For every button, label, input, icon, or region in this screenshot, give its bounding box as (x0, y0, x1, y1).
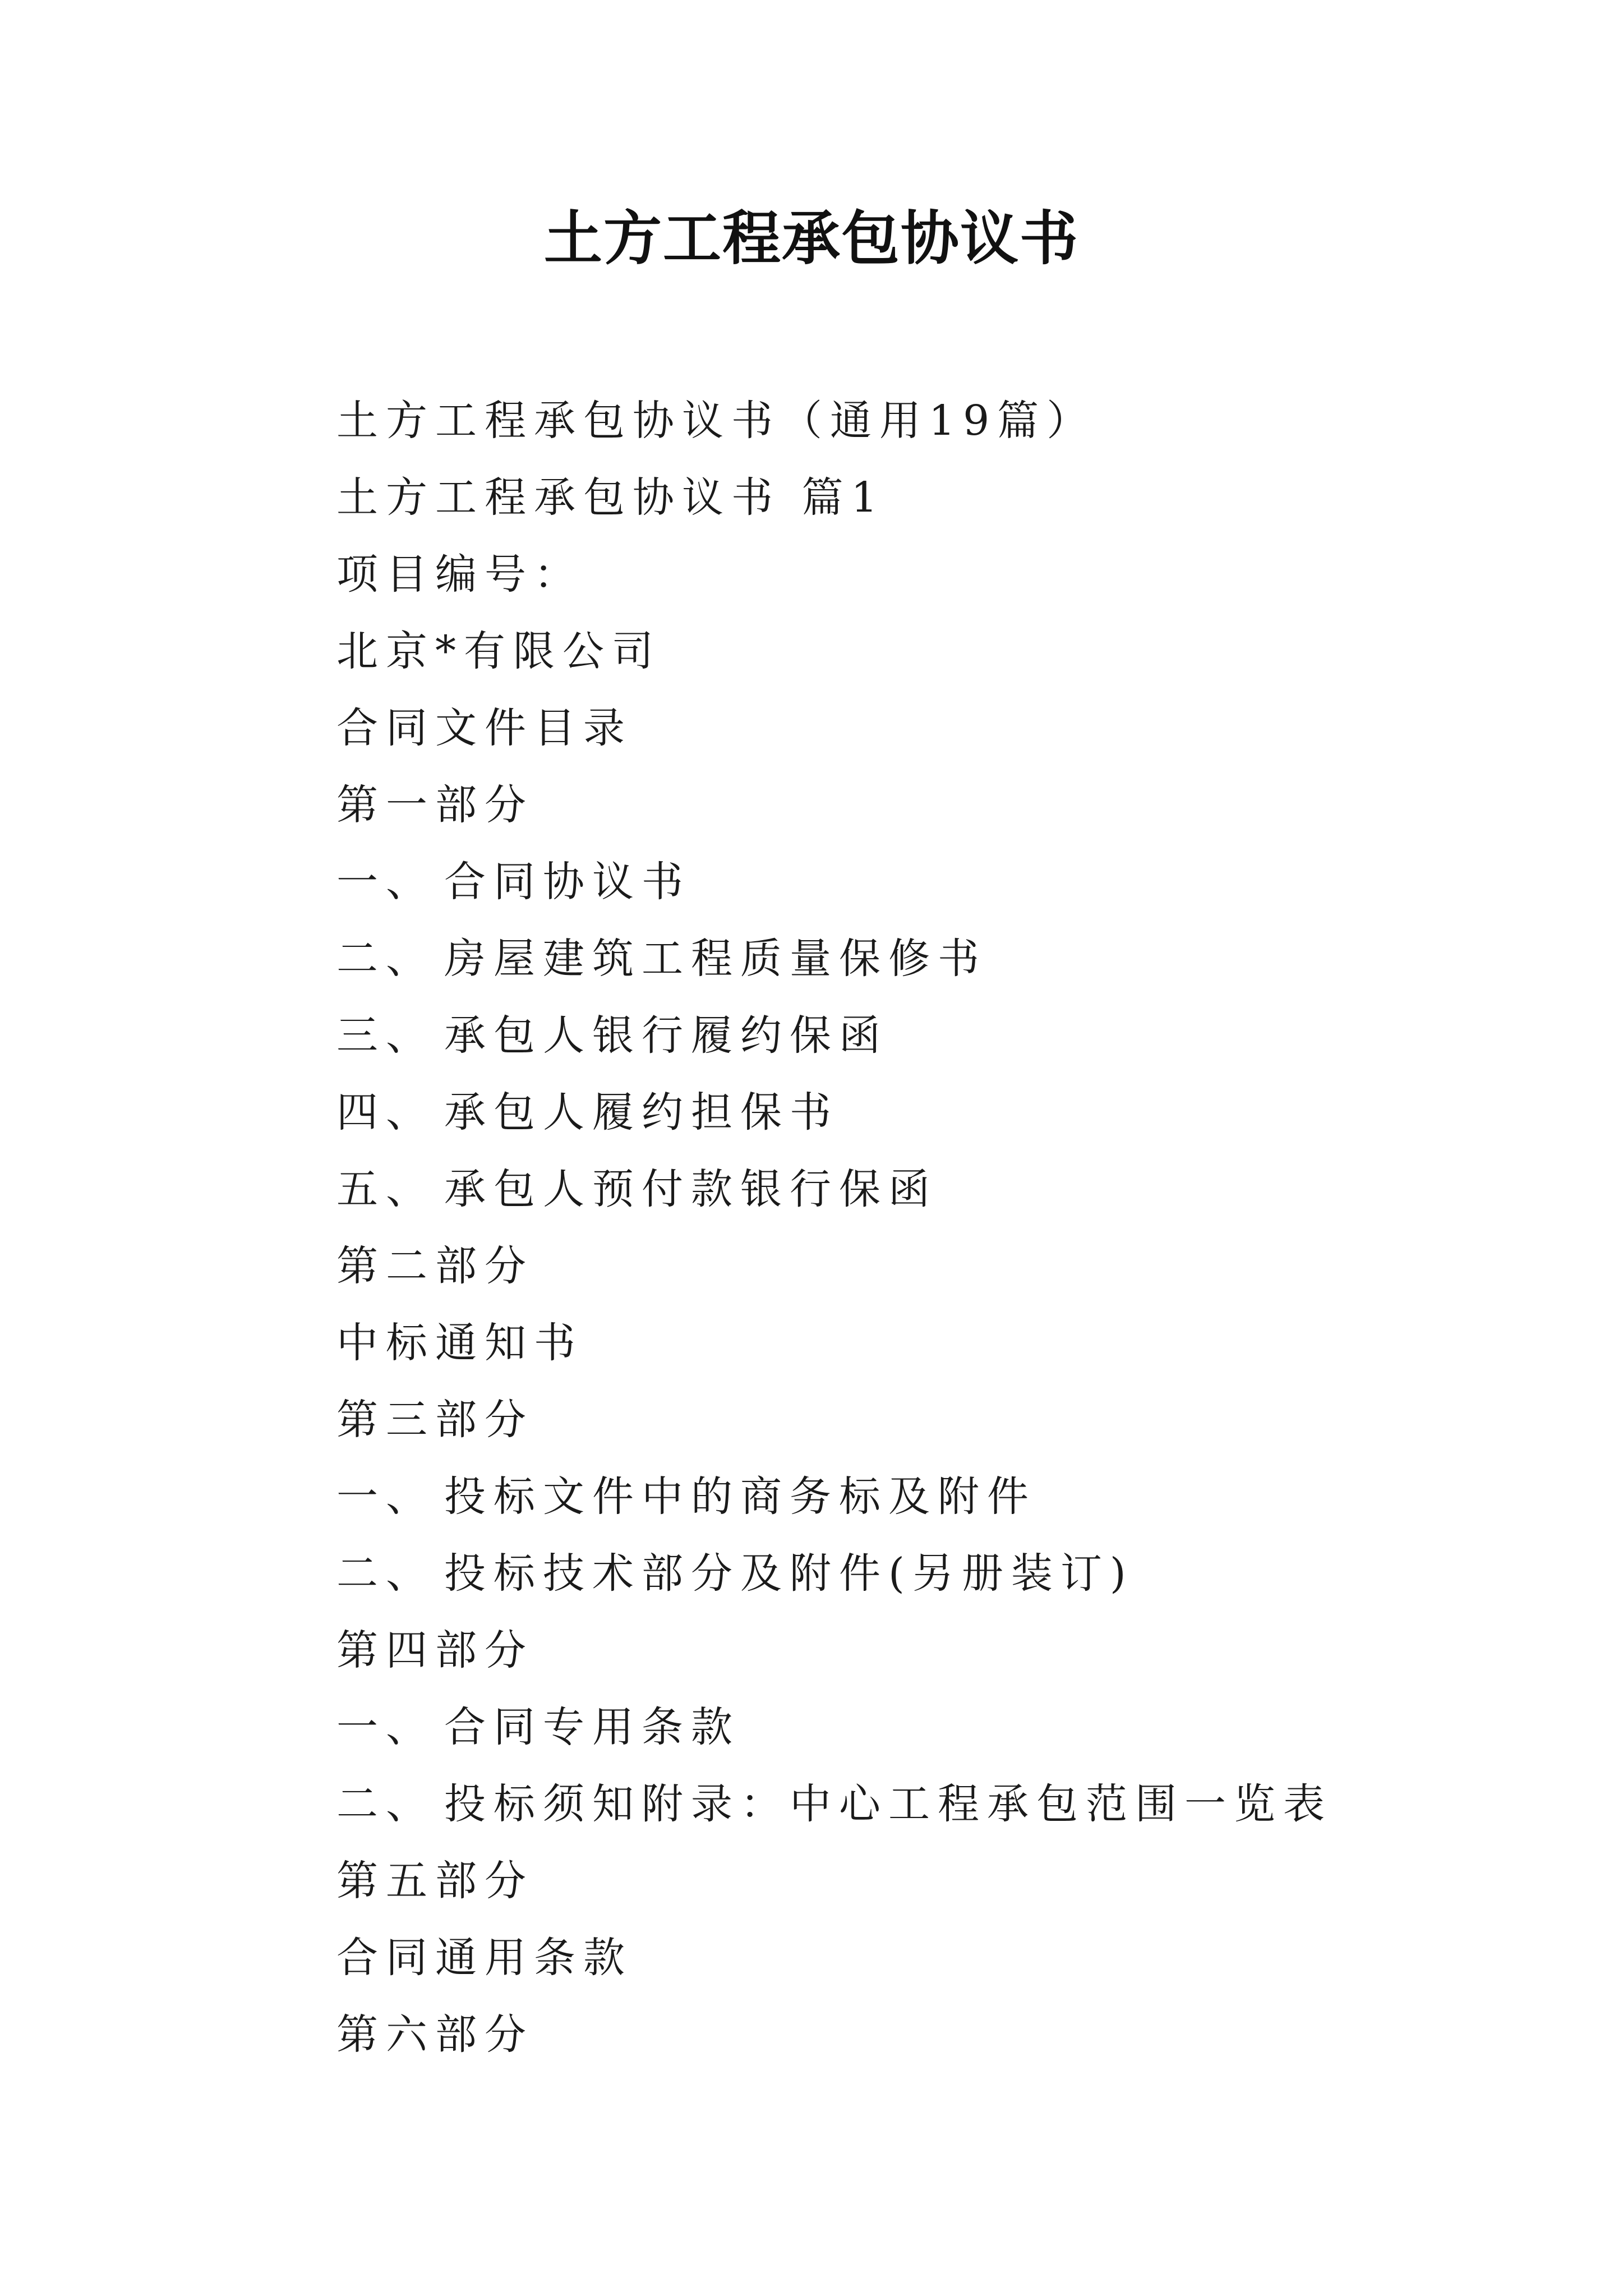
line-item (336, 1458, 1492, 1535)
line-text: 承包人银行履约保函 (444, 1011, 888, 1060)
line-text: 项目编号： (336, 550, 583, 599)
item-number: 二、 (336, 1549, 435, 1598)
item-number: 一、 (336, 1473, 435, 1521)
line-company (336, 613, 1492, 690)
line-item (336, 997, 1492, 1074)
line-heading-article-1 (336, 459, 1492, 536)
line-part-3 (336, 1382, 1492, 1458)
line-project-number (336, 536, 1492, 613)
line-text: 第四部分 (336, 1626, 534, 1674)
line-item (336, 921, 1492, 997)
line-text: 承包人预付款银行保函 (444, 1165, 938, 1213)
item-number: 一、 (336, 858, 435, 906)
line-text: 第六部分 (336, 2010, 534, 2059)
line-item (336, 1689, 1492, 1766)
line-general-terms (336, 1920, 1492, 1996)
line-text: 合同专用条款 (444, 1703, 740, 1751)
line-text: 第二部分 (336, 1242, 534, 1290)
item-number: 二、 (336, 935, 435, 983)
line-part-4 (336, 1612, 1492, 1689)
line-part-6 (336, 1996, 1492, 2073)
line-item (336, 1766, 1492, 1843)
line-text: 第一部分 (336, 781, 534, 829)
line-text: 土方工程承包协议书 篇1 (336, 473, 886, 522)
item-number: 一、 (336, 1703, 435, 1751)
line-text: 合同协议书 (444, 858, 691, 906)
line-part-5 (336, 1843, 1492, 1920)
line-text: 第五部分 (336, 1857, 534, 1905)
line-item (336, 1074, 1492, 1151)
line-part-1 (336, 767, 1492, 844)
line-text: 中标通知书 (336, 1319, 583, 1367)
line-award-notice (336, 1305, 1492, 1382)
line-text: 北京*有限公司 (336, 627, 661, 675)
line-item (336, 1535, 1492, 1612)
line-text: 投标技术部分及附件(另册装订) (444, 1549, 1134, 1598)
line-text: 投标须知附录：中心工程承包范围一览表 (444, 1780, 1332, 1828)
line-text: 承包人履约担保书 (444, 1088, 839, 1137)
line-text: 投标文件中的商务标及附件 (444, 1473, 1036, 1521)
document-title: 土方工程承包协议书 (543, 204, 1079, 273)
line-text: 土方工程承包协议书（通用19篇） (336, 397, 1096, 445)
line-contents-heading (336, 690, 1492, 767)
item-number: 五、 (336, 1165, 435, 1213)
line-heading-general (336, 383, 1492, 459)
document-body (336, 383, 1492, 2073)
line-text: 合同文件目录 (336, 704, 633, 752)
line-text: 第三部分 (336, 1396, 534, 1444)
line-part-2 (336, 1228, 1492, 1305)
line-text: 房屋建筑工程质量保修书 (444, 935, 987, 983)
line-item (336, 1151, 1492, 1228)
line-item (336, 844, 1492, 921)
item-number: 三、 (336, 1011, 435, 1060)
item-number: 二、 (336, 1780, 435, 1828)
item-number: 四、 (336, 1088, 435, 1137)
line-text: 合同通用条款 (336, 1934, 633, 1982)
